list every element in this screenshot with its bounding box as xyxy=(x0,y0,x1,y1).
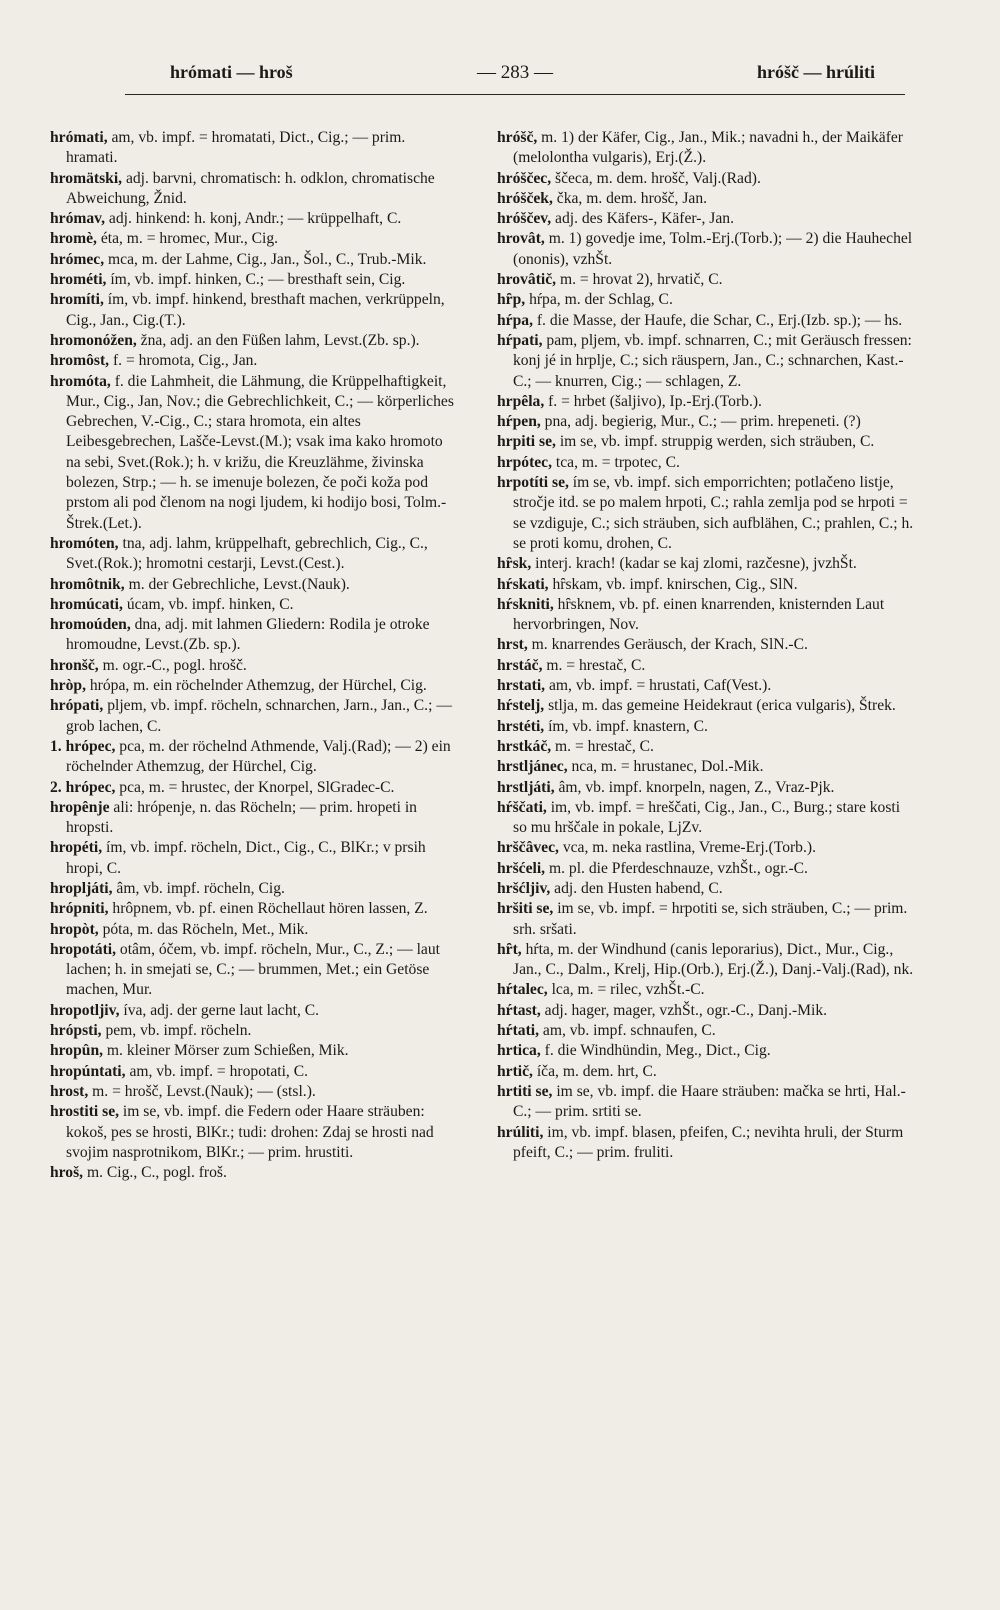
entry-definition: m. ogr.-C., pogl. hrošč. xyxy=(98,656,247,674)
entry-headword: hŕpati, xyxy=(497,331,543,349)
dictionary-entry xyxy=(50,534,458,575)
entry-definition: am, vb. impf. = hrustati, Caf(Vest.). xyxy=(545,677,772,695)
header-rule xyxy=(125,94,905,95)
entry-definition: nca, m. = hrustanec, Dol.-Mik. xyxy=(567,758,764,776)
entry-definition: adj. den Husten habend, C. xyxy=(550,879,723,897)
dictionary-entry xyxy=(497,1082,917,1123)
entry-definition: hŕpa, m. der Schlag, C. xyxy=(525,291,673,309)
entry-headword: hrómav, xyxy=(50,210,106,228)
dictionary-entry xyxy=(497,169,917,189)
entry-headword: hròp, xyxy=(50,677,86,695)
dictionary-entry xyxy=(50,838,458,879)
dictionary-entry xyxy=(497,209,917,229)
entry-definition: im se, vb. impf. die Federn oder Haare sträuben: kokoš, pes se hrosti, BlKr.; tudi: drohen: Zdaj se hrosti nad svojim nasprotnikom, BlKr.; — prim. hrustiti. xyxy=(66,1103,434,1161)
dictionary-entry xyxy=(50,229,458,249)
dictionary-entry xyxy=(497,331,917,392)
entry-definition: ím, vb. impf. hinkend, bresthaft machen, verkrüppeln, Cig., Jan., Cig.(T.). xyxy=(66,291,445,329)
right-column xyxy=(497,128,917,1163)
entry-headword: hromôst, xyxy=(50,352,110,370)
entry-headword: hrómati, xyxy=(50,129,108,146)
entry-definition: pca, m. der röchelnd Athmende, Valj.(Rad); — 2) ein röchelnder Athemzug, der Hürchel, Cig. xyxy=(66,737,451,776)
entry-definition: dna, adj. mit lahmen Gliedern: Rodila je otroke hromoudne, Levst.(Zb. sp.). xyxy=(66,616,430,654)
dictionary-entry xyxy=(497,696,917,716)
entry-definition: hŕta, m. der Windhund (canis leporarius), Dict., Mur., Cig., Jan., C., Dalm., Krelj, Hip.(Orb.), Erj.(Ž.), Danj.-Valj.(Rad), nk. xyxy=(513,940,914,979)
entry-headword: hróšček, xyxy=(497,189,553,207)
dictionary-entry xyxy=(50,899,458,919)
dictionary-entry xyxy=(50,615,458,656)
entry-definition: m. = hrestač, C. xyxy=(551,737,654,755)
dictionary-entry xyxy=(497,473,917,554)
entry-headword: hropéti, xyxy=(50,839,103,857)
entry-definition: ím, vb. impf. röcheln, Dict., Cig., C., BlKr.; v prsih hropi, C. xyxy=(66,839,426,877)
entry-definition: m. kleiner Mörser zum Schießen, Mik. xyxy=(103,1042,349,1060)
entry-definition: íva, adj. der gerne laut lacht, C. xyxy=(119,1001,320,1019)
entry-headword: hrostiti se, xyxy=(50,1103,120,1121)
dictionary-entry xyxy=(497,453,917,473)
entry-definition: am, vb. impf. = hropotati, C. xyxy=(125,1062,309,1080)
entry-headword: hŕtalec, xyxy=(497,981,548,999)
entry-headword: hromóten, xyxy=(50,534,119,552)
entry-headword: hrpêla, xyxy=(497,392,545,410)
entry-headword: hršiti se, xyxy=(497,900,554,918)
entry-headword: hropúntati, xyxy=(50,1062,126,1080)
dictionary-entry xyxy=(497,778,917,798)
entry-definition: adj. des Käfers-, Käfer-, Jan. xyxy=(551,210,734,228)
page-number: — 283 — xyxy=(477,62,553,83)
entry-definition: f. die Lahmheit, die Lähmung, die Krüppelhaftigkeit, Mur., Cig., Jan, Nov.; die Gebrechlichkeit, C.; — körperliches Gebrechen, V.-Cig., C.; stara hromota, ein altes Leibesgebrechen, Lašče-Levst.(M.); vsak ima kako hromoto na sebi, Svet.(Rok.); h. v križu, die Kreuzlähme, živinska bolezen, Strp.; — h. se imenuje bolezen, če poči koža pod prstom ali pod členom na nogi ljudem, ki hodijo bosi, Tolm.-Štrek.(Let.). xyxy=(66,372,454,532)
entry-definition: hȓsknem, vb. pf. einen knarrenden, knisternden Laut hervorbringen, Nov. xyxy=(513,595,885,634)
entry-headword: hrstéti, xyxy=(497,717,545,735)
dictionary-entry xyxy=(497,311,917,331)
dictionary-entry xyxy=(50,1001,458,1021)
entry-definition: čka, m. dem. hrošč, Jan. xyxy=(552,189,708,207)
entry-definition: ím se, vb. impf. sich emporrichten; potlačeno listje, stročje itd. se po malem hrpoti, C.; rahla zemlja pod se hrpoti = se vzdiguje, C.; sich sträuben, sich aufblähen, C.; prahlen, C.; h. se proti komu, drohen, C. xyxy=(513,474,914,552)
entry-definition: adj. barvni, chromatisch: h. odklon, chromatische Abweichung, Žnid. xyxy=(66,169,435,207)
entry-definition: im, vb. impf. blasen, pfeifen, C.; nevihta hruli, der Sturm pfeift, C.; — prim. fruliti. xyxy=(513,1123,904,1161)
entry-headword: hrstljánec, xyxy=(497,758,568,776)
entry-definition: m. Cig., C., pogl. froš. xyxy=(83,1164,227,1182)
entry-definition: úcam, vb. impf. hinken, C. xyxy=(122,595,294,613)
entry-headword: hromíti, xyxy=(50,291,104,309)
entry-definition: âm, vb. impf. knorpeln, nagen, Z., Vraz-Pjk. xyxy=(554,778,835,796)
left-column xyxy=(50,128,458,1183)
dictionary-entry xyxy=(50,372,458,534)
entry-headword: hronšč, xyxy=(50,656,99,674)
dictionary-entry xyxy=(497,1001,917,1021)
dictionary-entry xyxy=(50,575,458,595)
dictionary-entry xyxy=(497,432,917,452)
entry-definition: adj. hinkend: h. konj, Andr.; — krüppelhaft, C. xyxy=(105,210,402,228)
entry-headword: hrométi, xyxy=(50,271,107,289)
entry-headword: hrtiti se, xyxy=(497,1082,553,1100)
entry-headword: hrópsti, xyxy=(50,1022,102,1040)
entry-definition: hrópa, m. ein röchelnder Athemzug, der Hürchel, Cig. xyxy=(85,677,427,695)
dictionary-entry xyxy=(497,838,917,858)
dictionary-entry xyxy=(50,696,458,737)
entry-definition: am, vb. impf. schnaufen, C. xyxy=(539,1022,716,1040)
entry-headword: hrúliti, xyxy=(497,1123,544,1141)
entry-headword: hrópniti, xyxy=(50,900,109,918)
entry-headword: hropênje xyxy=(50,798,110,816)
entry-definition: im se, vb. impf. = hrpotiti se, sich sträuben, C.; — prim. srh. sršati. xyxy=(513,900,908,938)
entry-definition: m. 1) govedje ime, Tolm.-Erj.(Torb.); — 2) die Hauhechel (ononis), vzhŠt. xyxy=(513,230,913,268)
entry-definition: im, vb. impf. = hreščati, Cig., Jan., C., Burg.; stare kosti so mu hrščale in pokale, LjZv. xyxy=(513,798,901,837)
dictionary-entry xyxy=(497,899,917,940)
entry-headword: hȓt, xyxy=(497,940,522,958)
entry-definition: f. = hrbet (šaljivo), Ip.-Erj.(Torb.). xyxy=(544,392,762,410)
dictionary-entry xyxy=(50,169,458,210)
entry-headword: hrst, xyxy=(497,636,528,654)
dictionary-entry xyxy=(497,229,917,270)
entry-headword: hȓsk, xyxy=(497,555,532,573)
entry-headword: hrovâtič, xyxy=(497,271,557,289)
entry-headword: hropòt, xyxy=(50,920,99,938)
entry-definition: lca, m. = rilec, vzhŠt.-C. xyxy=(547,981,705,999)
entry-headword: hróščec, xyxy=(497,169,552,187)
entry-definition: pca, m. = hrustec, der Knorpel, SlGradec-C. xyxy=(115,778,395,796)
entry-headword: 1. hrópec, xyxy=(50,737,116,755)
entry-headword: hromè, xyxy=(50,230,97,248)
entry-headword: hrtič, xyxy=(497,1062,533,1080)
dictionary-entry xyxy=(497,595,917,636)
dictionary-entry xyxy=(50,879,458,899)
dictionary-entry xyxy=(50,595,458,615)
entry-headword: hrtica, xyxy=(497,1042,541,1060)
entry-headword: hromätski, xyxy=(50,169,123,187)
entry-headword: hromoúden, xyxy=(50,616,131,634)
entry-headword: hrstáč, xyxy=(497,656,543,674)
dictionary-entry xyxy=(497,859,917,879)
dictionary-entry xyxy=(497,270,917,290)
entry-definition: ím, vb. impf. hinken, C.; — bresthaft sein, Cig. xyxy=(106,271,406,289)
entry-definition: pljem, vb. impf. röcheln, schnarchen, Jarn., Jan., C.; — grob lachen, C. xyxy=(66,697,452,735)
entry-headword: hropljáti, xyxy=(50,879,113,897)
entry-headword: hŕpen, xyxy=(497,413,541,431)
entry-definition: âm, vb. impf. röcheln, Cig. xyxy=(112,879,285,897)
entry-headword: hromôtnik, xyxy=(50,575,125,593)
entry-headword: hromonóžen, xyxy=(50,331,137,349)
dictionary-entry xyxy=(50,920,458,940)
entry-definition: otâm, óčem, vb. impf. röcheln, Mur., C., Z.; — laut lachen; h. in smejati se, C.; — brummen, Met.; ein Getöse machen, Mur. xyxy=(66,940,440,999)
entry-headword: hŕtati, xyxy=(497,1022,540,1040)
entry-headword: 2. hrópec, xyxy=(50,778,116,796)
entry-headword: hrost, xyxy=(50,1082,89,1100)
dictionary-entry xyxy=(50,1041,458,1061)
entry-headword: hrovât, xyxy=(497,230,545,248)
entry-definition: m. knarrendes Geräusch, der Krach, SlN.-C. xyxy=(527,636,808,654)
entry-definition: im se, vb. impf. struppig werden, sich sträuben, C. xyxy=(555,433,875,451)
entry-definition: im se, vb. impf. die Haare sträuben: mačka se hrti, Hal.-C.; — prim. srtiti se. xyxy=(513,1082,906,1121)
entry-headword: hrpotíti se, xyxy=(497,474,569,492)
dictionary-entry xyxy=(50,209,458,229)
dictionary-entry xyxy=(50,331,458,351)
entry-definition: am, vb. impf. = hromatati, Dict., Cig.; — prim. hramati. xyxy=(66,129,406,167)
entry-headword: hŕskniti, xyxy=(497,595,554,613)
entry-definition: ím, vb. impf. knastern, C. xyxy=(544,717,708,735)
dictionary-entry xyxy=(497,980,917,1000)
dictionary-entry xyxy=(50,1163,458,1183)
entry-headword: hrstkáč, xyxy=(497,737,552,755)
entry-definition: mca, m. der Lahme, Cig., Jan., Šol., C., Trub.-Mik. xyxy=(104,250,427,268)
dictionary-entry xyxy=(50,351,458,371)
entry-definition: íča, m. dem. hrt, C. xyxy=(532,1062,657,1080)
entry-definition: žna, adj. an den Füßen lahm, Levst.(Zb. sp.). xyxy=(136,331,420,349)
dictionary-entry xyxy=(50,270,458,290)
dictionary-entry xyxy=(497,940,917,981)
entry-headword: hrópati, xyxy=(50,697,104,715)
dictionary-entry xyxy=(50,290,458,331)
entry-headword: hrpiti se, xyxy=(497,433,556,451)
dictionary-entry xyxy=(50,1062,458,1082)
entry-definition: m. 1) der Käfer, Cig., Jan., Mik.; navadni h., der Maikäfer (melolontha vulgaris), Erj.(Ž.). xyxy=(513,129,904,167)
entry-headword: hršćljiv, xyxy=(497,879,551,897)
entry-definition: ali: hrópenje, n. das Röcheln; — prim. hropeti in hropsti. xyxy=(66,798,417,837)
dictionary-entry xyxy=(497,798,917,839)
dictionary-entry xyxy=(497,128,917,169)
entry-definition: ščeca, m. dem. hrošč, Valj.(Rad). xyxy=(551,169,761,187)
dictionary-entry xyxy=(50,1102,458,1163)
dictionary-entry xyxy=(50,798,458,839)
dictionary-entry xyxy=(50,128,458,169)
entry-headword: hroš, xyxy=(50,1164,84,1182)
entry-definition: pna, adj. begierig, Mur., C.; — prim. hrepeneti. (?) xyxy=(540,413,861,431)
dictionary-entry xyxy=(50,250,458,270)
dictionary-entry xyxy=(50,656,458,676)
entry-definition: póta, m. das Röcheln, Met., Mik. xyxy=(98,920,309,938)
dictionary-entry xyxy=(497,757,917,777)
entry-definition: m. = hrošč, Levst.(Nauk); — (stsl.). xyxy=(88,1082,316,1100)
dictionary-entry xyxy=(497,1062,917,1082)
entry-definition: f. = hromota, Cig., Jan. xyxy=(109,352,258,370)
entry-headword: hŕstelj, xyxy=(497,697,545,715)
entry-definition: pem, vb. impf. röcheln. xyxy=(101,1022,252,1040)
dictionary-entry xyxy=(50,676,458,696)
entry-definition: f. die Masse, der Haufe, die Schar, C., Erj.(Izb. sp.); — hs. xyxy=(532,311,903,329)
entry-definition: hrôpnem, vb. pf. einen Röchellaut hören lassen, Z. xyxy=(108,900,428,918)
entry-headword: hrstljáti, xyxy=(497,778,555,796)
entry-headword: hȓp, xyxy=(497,291,526,309)
entry-headword: hrstati, xyxy=(497,677,546,695)
dictionary-entry xyxy=(50,737,458,778)
dictionary-entry xyxy=(50,940,458,1001)
entry-headword: hropûn, xyxy=(50,1042,104,1060)
entry-definition: adj. hager, mager, vzhŠt., ogr.-C., Danj.-Mik. xyxy=(540,1001,828,1019)
entry-definition: tca, m. = trpotec, C. xyxy=(552,453,680,471)
dictionary-entry xyxy=(497,656,917,676)
entry-headword: hrómec, xyxy=(50,250,105,268)
entry-headword: hróšč, xyxy=(497,129,538,146)
dictionary-entry xyxy=(497,1041,917,1061)
entry-headword: hŕtast, xyxy=(497,1001,541,1019)
entry-definition: m. = hrovat 2), hrvatič, C. xyxy=(556,271,723,289)
entry-headword: hrščâvec, xyxy=(497,839,559,857)
entry-headword: hŕpa, xyxy=(497,311,533,329)
dictionary-entry xyxy=(50,778,458,798)
entry-headword: hrpótec, xyxy=(497,453,552,471)
entry-definition: vca, m. neka rastlina, Vreme-Erj.(Torb.). xyxy=(558,839,816,857)
entry-headword: hršćeli, xyxy=(497,859,546,877)
entry-definition: pam, pljem, vb. impf. schnarren, C.; mit Geräusch fressen: konj jé in hrplje, C.; sich räuspern, Jan., C.; schnarchen, Kast.-C.; — knurren, Cig.; — schlagen, Z. xyxy=(513,331,912,390)
entry-headword: hŕskati, xyxy=(497,575,549,593)
entry-headword: hŕščati, xyxy=(497,798,547,816)
entry-definition: m. pl. die Pferdeschnauze, vzhŠt., ogr.-C. xyxy=(545,859,808,877)
running-header xyxy=(125,62,905,92)
entry-headword: hropotljiv, xyxy=(50,1001,120,1019)
entry-definition: m. = hrestač, C. xyxy=(542,656,646,674)
entry-definition: stlja, m. das gemeine Heidekraut (erica vulgaris), Štrek. xyxy=(544,697,896,715)
dictionary-entry xyxy=(50,1021,458,1041)
entry-headword: hromúcati, xyxy=(50,595,123,613)
entry-definition: tna, adj. lahm, krüppelhaft, gebrechlich, Cig., C., Svet.(Rok.); hromotni cestarji, Levst.(Cest.). xyxy=(66,534,428,573)
entry-headword: hróščev, xyxy=(497,210,552,228)
dictionary-entry xyxy=(497,554,917,574)
dictionary-entry xyxy=(497,737,917,757)
dictionary-entry xyxy=(497,1123,917,1164)
dictionary-entry xyxy=(497,290,917,310)
dictionary-entry xyxy=(497,1021,917,1041)
entry-headword: hromóta, xyxy=(50,372,111,390)
dictionary-entry xyxy=(497,879,917,899)
header-left-guide-words: hrómati — hroš xyxy=(170,62,293,82)
header-right-guide-words: hróšč — hrúliti xyxy=(756,62,875,82)
entry-definition: f. die Windhündin, Meg., Dict., Cig. xyxy=(540,1042,771,1060)
dictionary-entry xyxy=(497,635,917,655)
dictionary-entry xyxy=(497,575,917,595)
dictionary-entry xyxy=(497,717,917,737)
entry-definition: interj. krach! (kadar se kaj zlomi, razčesne), jvzhŠt. xyxy=(531,555,857,573)
entry-definition: éta, m. = hromec, Mur., Cig. xyxy=(96,230,279,248)
entry-definition: m. der Gebrechliche, Levst.(Nauk). xyxy=(124,575,350,593)
entry-definition: hȓskam, vb. impf. knirschen, Cig., SlN. xyxy=(548,575,798,593)
dictionary-entry xyxy=(497,676,917,696)
dictionary-entry xyxy=(50,1082,458,1102)
entry-headword: hropotáti, xyxy=(50,940,116,958)
dictionary-entry xyxy=(497,392,917,412)
dictionary-entry xyxy=(497,189,917,209)
dictionary-entry xyxy=(497,412,917,432)
